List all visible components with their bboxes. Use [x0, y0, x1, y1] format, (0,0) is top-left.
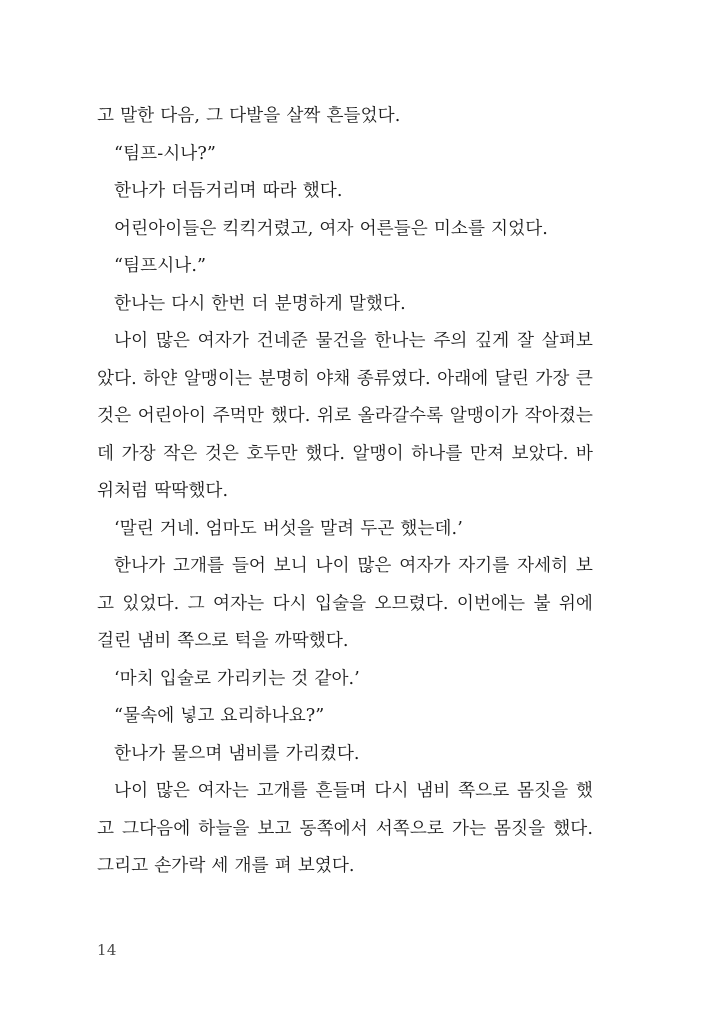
- narration-line: 어린아이들은 킥킥거렸고, 여자 어른들은 미소를 지었다.: [114, 218, 548, 239]
- dialogue-line: “물속에 넣고 요리하나요?”: [114, 706, 325, 726]
- body-text-column: [97, 98, 593, 886]
- narration-line: 한나는 다시 한번 더 분명하게 말했다.: [114, 293, 406, 314]
- body-paragraph: 나이 많은 여자가 건네준 물건을 한나는 주의 깊게 잘 살펴보았다. 하얀 알맹이는 분명히 야채 종류였다. 아래에 달린 가장 큰 것은 어린아이 주먹만 했다. 위로 올라갈수록 알맹이가 작아졌는데 가장 작은 것은 호두만 했다. 알맹이 하나를 만져 보았다. 바위처럼 딱딱했다.: [97, 331, 593, 501]
- body-paragraph: 한나가 고개를 들어 보니 나이 많은 여자가 자기를 자세히 보고 있었다. 그 여자는 다시 입술을 오므렸다. 이번에는 불 위에 걸린 냄비 쪽으로 턱을 까딱했다.: [97, 556, 593, 651]
- body-paragraph: 나이 많은 여자는 고개를 흔들며 다시 냄비 쪽으로 몸짓을 했고 그다음에 하늘을 보고 동쪽에서 서쪽으로 가는 몸짓을 했다. 그리고 손가락 세 개를 펴 보였다.: [97, 781, 593, 876]
- narration-line: 한나가 물으며 냄비를 가리켰다.: [114, 743, 360, 764]
- dialogue-line: “팀프-시나?”: [114, 143, 216, 164]
- page-number: 14: [97, 941, 117, 959]
- paragraph-continued: 고 말한 다음, 그 다발을 살짝 흔들었다.: [97, 106, 401, 126]
- thought-line: ‘말린 거네. 엄마도 버섯을 말려 두곤 했는데.’: [114, 518, 463, 539]
- dialogue-line: “팀프시나.”: [114, 256, 207, 276]
- thought-line: ‘마치 입술로 가리키는 것 같아.’: [114, 668, 360, 689]
- narration-line: 한나가 더듬거리며 따라 했다.: [114, 181, 343, 201]
